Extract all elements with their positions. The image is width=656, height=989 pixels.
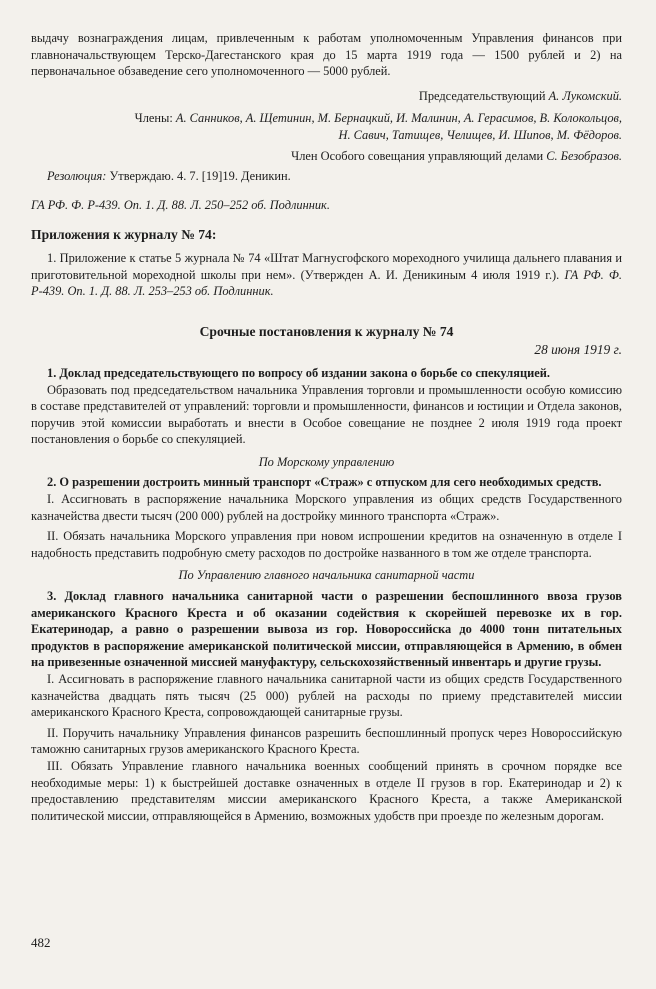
chair-label: Председательствующий <box>418 88 549 103</box>
section-3-item-3: III. Обязать Управление главного начальника военных сообщений принять в срочном порядке все необходимые меры: 1) к быстрейшей доставке означенных в отделе II грузов в гор. Екатеринодар и 2) к предоставлению представителям миссии американского Красного Креста, а также Американской политической миссии, отправляющейся в Армению, возможных удобств при проезде по железным дорогам. <box>31 758 622 823</box>
appendix-item <box>31 250 622 300</box>
chair-signature <box>31 88 622 105</box>
section-2-title: 2. О разрешении достроить минный транспорт «Страж» с отпуском для сего необходимых средств. <box>47 475 602 490</box>
section-1-title: 1. Доклад председательствующего по вопросу об издании закона о борьбе со спекуляцией. <box>47 365 550 380</box>
chair-name: А. Лукомский. <box>548 88 622 103</box>
section-3-title: 3. Доклад главного начальника санитарной части о разрешении беспошлинного ввоза грузов американского Красного Креста и об оказании содействия к скорейшей перевозке их в гор. Екатеринодар, а равно о разрешении вывоза из гор. Новороссийска до 4000 тонн питательных продуктов в распоряжение американской политической миссии, отправляющейся в Армению, в обмен на привезенные означенной миссией мануфактуру, сельскохозяйственный инвентарь и другие грузы. <box>31 589 622 670</box>
urgent-heading: Срочные постановления к журналу № 74 <box>199 323 454 339</box>
archive-source-1: ГА РФ. Ф. Р-439. Оп. 1. Д. 88. Л. 250–252 об. Подлинник. <box>31 197 330 212</box>
section-3-item-2: II. Поручить начальнику Управления финансов разрешить беспошлинный пропуск через Новороссийскую таможню санитарных грузов американского Красного Креста. <box>31 725 622 757</box>
section-1-text: Образовать под председательством начальника Управления торговли и промышленности особую комиссию в составе представителей от управлений: торговли и промышленности, финансов и юстиции и Отдела законов, поручив этой комиссии выработать и внести в Особое совещание не позднее 2 июля 1919 года проект постановления о борьбе со спекуляцией. <box>31 382 622 447</box>
section-3-item-1: I. Ассигновать в распоряжение главного начальника санитарной части из общих средств Государственного казначейства двадцать пять тысяч (25 000) рублей на расходы по приему представителей миссии американского Красного Креста, сопровождающей санитарные грузы. <box>31 672 622 720</box>
members-line-1: А. Санников, А. Щетинин, М. Бернацкий, И. Малинин, А. Герасимов, В. Колокольцов, <box>175 111 622 126</box>
section-2-item-2: II. Обязать начальника Морского управления при новом испрошении кредитов на означенную в отделе I надобность представить подробную смету расходов по достройке названного в том же отделе транспорта. <box>31 529 622 560</box>
secretary-signature <box>31 148 622 165</box>
department-sanitary: По Управлению главного начальника санитарной части <box>178 568 475 583</box>
page-number: 482 <box>31 935 51 950</box>
department-marine: По Морскому управлению <box>258 454 395 469</box>
members-label: Члены: <box>134 111 176 126</box>
members-signatures <box>31 110 622 143</box>
paragraph-intro: выдачу вознаграждения лицам, привлеченным к работам уполномоченным Управления финансов при главноначальствующем Терско-Дагестанского края до 15 марта 1919 года — 1500 рублей и 2) на первоначальное обзаведение сего уполномоченного — 5000 рублей. <box>31 31 622 79</box>
appendix-heading: Приложения к журналу № 74: <box>31 227 217 243</box>
section-2-item-1: I. Ассигновать в распоряжение начальника Морского управления из общих средств Государственного казначейства двести тысяч (200 000) рублей на достройку минного транспорта «Страж». <box>31 492 622 523</box>
resolution-label: Резолюция: <box>47 169 107 184</box>
urgent-date: 28 июня 1919 г. <box>534 342 622 358</box>
resolution <box>31 168 622 185</box>
appendix-item-text: 1. Приложение к статье 5 журнала № 74 «Штат Магнусгофского мореходного училища дальнего плавания и приготовительной мореходной школы при нем». (Утвержден А. И. Деникиным 4 июля 1919 г.). <box>31 250 622 282</box>
secretary-label: Член Особого совещания управляющий делами <box>291 148 547 163</box>
resolution-text: Утверждаю. 4. 7. [19]19. Деникин. <box>106 169 291 184</box>
members-line-2: Н. Савич, Татищев, Челищев, И. Шипов, М. Фёдоров. <box>338 127 622 142</box>
appendix-item-source: ГА РФ. Ф. Р-439. Оп. 1. Д. 88. Л. 253–253 об. Подлинник. <box>31 267 622 299</box>
secretary-name: С. Безобразов. <box>546 148 622 163</box>
